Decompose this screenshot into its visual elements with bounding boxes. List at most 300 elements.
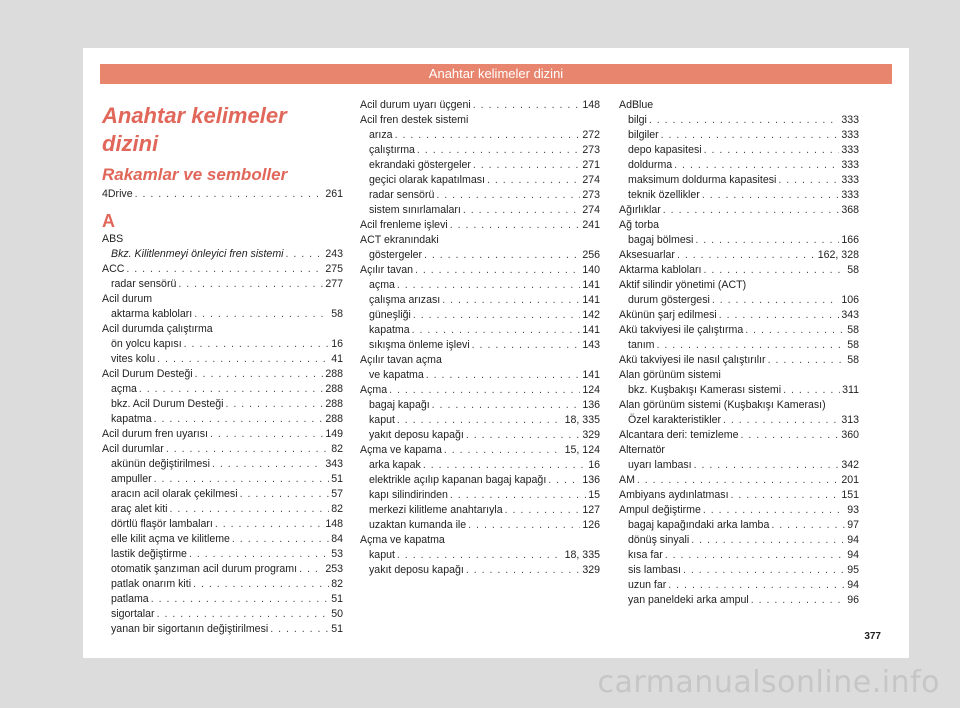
index-entry (360, 293, 600, 308)
document-page (83, 48, 909, 658)
index-entry (102, 442, 343, 457)
index-entry (360, 458, 600, 473)
index-page-ref: 277 (325, 278, 343, 290)
leader-dots (704, 143, 840, 158)
index-term: uyarı lambası (628, 459, 692, 471)
index-entry (102, 352, 343, 367)
leader-dots (442, 293, 580, 308)
index-entry (102, 487, 343, 502)
index-term: geçici olarak kapatılması (369, 174, 485, 186)
leader-dots (240, 487, 330, 502)
index-entry (619, 458, 859, 473)
leader-dots (135, 187, 324, 202)
index-term: aktarma kabloları (111, 308, 193, 320)
index-term: Özel karakteristikler (628, 414, 722, 426)
leader-dots (151, 592, 330, 607)
index-term: kaput (369, 414, 395, 426)
index-entry (619, 593, 859, 608)
index-term: Aktarma kabloları (619, 264, 702, 276)
index-term: Acil durum uyarı üçgeni (360, 99, 471, 111)
index-page-ref: 343 (841, 309, 859, 321)
index-entry (102, 532, 343, 547)
index-entry (360, 113, 600, 128)
index-term: ve kapatma (369, 369, 424, 381)
index-page-ref: 142 (582, 309, 600, 321)
index-page-ref: 342 (841, 459, 859, 471)
leader-dots (126, 262, 323, 277)
index-page-ref: 313 (841, 414, 859, 426)
header-title: Anahtar kelimeler dizini (428, 66, 564, 81)
leader-dots (719, 308, 840, 323)
index-entry (360, 428, 600, 443)
index-entry (360, 353, 600, 368)
index-term: Alan görünüm sistemi (619, 369, 721, 381)
index-page-ref: 57 (331, 488, 343, 500)
index-entry (102, 622, 343, 637)
leader-dots (663, 203, 840, 218)
index-page-ref: 136 (582, 399, 600, 411)
index-entry (102, 382, 343, 397)
index-entry (619, 563, 859, 578)
leader-dots (691, 533, 845, 548)
index-term: 4Drive (102, 188, 133, 200)
index-page-ref: 124 (582, 384, 600, 396)
index-page-ref: 343 (325, 458, 343, 470)
index-term: Acil durumlar (102, 443, 164, 455)
index-entry (102, 292, 343, 307)
index-term: durum göstergesi (628, 294, 710, 306)
index-page-ref: 333 (841, 189, 859, 201)
index-term: sistem sınırlamaları (369, 204, 461, 216)
leader-dots (731, 488, 840, 503)
index-entry (360, 188, 600, 203)
leader-dots (395, 128, 581, 143)
index-entry (360, 128, 600, 143)
leader-dots (657, 338, 846, 353)
leader-dots (157, 607, 330, 622)
index-list-col3 (619, 98, 859, 608)
index-entry (619, 248, 859, 263)
index-page-ref: 126 (582, 519, 600, 531)
index-entry (619, 488, 859, 503)
index-page-ref: 201 (841, 474, 859, 486)
index-term: arıza (369, 129, 393, 141)
leader-dots (694, 458, 840, 473)
leader-dots (674, 158, 839, 173)
index-term: bkz. Acil Durum Desteği (111, 398, 224, 410)
index-entry (360, 143, 600, 158)
index-entry (360, 263, 600, 278)
leader-dots (768, 353, 846, 368)
index-term: maksimum doldurma kapasitesi (628, 174, 777, 186)
index-page-ref: 288 (325, 383, 343, 395)
index-page-ref: 96 (847, 594, 859, 606)
index-term: AM (619, 474, 635, 486)
leader-dots (232, 532, 329, 547)
index-page-ref: 18, 335 (564, 414, 600, 426)
index-term: Acil durum fren uyarısı (102, 428, 208, 440)
index-entry (102, 427, 343, 442)
index-term: Açma ve kapama (360, 444, 442, 456)
index-entry (619, 128, 859, 143)
leader-dots (668, 578, 845, 593)
index-entry (360, 473, 600, 488)
index-entry (619, 188, 859, 203)
index-term: bkz. Kuşbakışı Kamerası sistemi (628, 384, 782, 396)
index-page-ref: 50 (331, 608, 343, 620)
index-entry (102, 547, 343, 562)
index-page-ref: 333 (841, 114, 859, 126)
index-entry (102, 562, 343, 577)
index-page-ref: 93 (847, 504, 859, 516)
index-entry (102, 592, 343, 607)
index-page-ref: 127 (582, 504, 600, 516)
index-page-ref: 241 (582, 219, 600, 231)
index-entry (360, 173, 600, 188)
leader-dots (432, 398, 581, 413)
index-term: yanan bir sigortanın değiştirilmesi (111, 623, 269, 635)
leader-dots (154, 472, 330, 487)
index-entry (360, 488, 600, 503)
leader-dots (194, 307, 329, 322)
index-page-ref: 15 (588, 489, 600, 501)
index-entry (619, 143, 859, 158)
leader-dots (450, 488, 586, 503)
index-entry (619, 368, 859, 383)
index-list-a (102, 232, 343, 637)
leader-dots (139, 382, 323, 397)
index-term: Acil Durum Desteği (102, 368, 193, 380)
index-term: lastik değiştirme (111, 548, 187, 560)
index-entry (360, 503, 600, 518)
leader-dots (412, 323, 581, 338)
index-term: Akü takviyesi ile çalıştırma (619, 324, 744, 336)
index-term: Ambiyans aydınlatması (619, 489, 729, 501)
leader-dots (417, 143, 580, 158)
index-column-3 (619, 98, 859, 608)
index-page-ref: 141 (582, 369, 600, 381)
leader-dots (703, 263, 845, 278)
index-entry (360, 338, 600, 353)
index-entry (619, 428, 859, 443)
index-term: bilgiler (628, 129, 659, 141)
index-page-ref: 311 (842, 384, 859, 396)
index-entry (102, 322, 343, 337)
index-page-ref: 271 (582, 159, 600, 171)
leader-dots (751, 593, 845, 608)
index-column-1 (102, 98, 343, 637)
index-page-ref: 82 (331, 578, 343, 590)
index-page-ref: 58 (331, 308, 343, 320)
index-term: ampuller (111, 473, 152, 485)
index-entry (102, 232, 343, 247)
leader-dots (466, 428, 580, 443)
index-page-ref: 360 (841, 429, 859, 441)
index-entry (619, 158, 859, 173)
index-page-ref: 18, 335 (564, 549, 600, 561)
leader-dots (683, 563, 845, 578)
main-title: Anahtar kelimeler dizini (102, 103, 287, 156)
leader-dots (413, 308, 580, 323)
index-page-ref: 148 (582, 99, 600, 111)
index-term: tanım (628, 339, 655, 351)
leader-dots (415, 263, 580, 278)
index-entry (360, 443, 600, 458)
index-list-col2 (360, 98, 600, 578)
index-entry (360, 413, 600, 428)
index-term: akünün değiştirilmesi (111, 458, 210, 470)
index-page-ref: 94 (847, 549, 859, 561)
index-entry (360, 218, 600, 233)
leader-dots (771, 518, 845, 533)
leader-dots (270, 622, 329, 637)
index-entry (619, 308, 859, 323)
index-page-ref: 97 (847, 519, 859, 531)
index-term: Açma ve kapatma (360, 534, 445, 546)
index-term: yakıt deposu kapağı (369, 429, 464, 441)
leader-dots (487, 173, 580, 188)
index-term: çalıştırma (369, 144, 415, 156)
index-entry (360, 518, 600, 533)
leader-dots (426, 368, 581, 383)
leader-dots (184, 337, 330, 352)
leader-dots (286, 247, 324, 262)
index-entry (102, 277, 343, 292)
leader-dots (424, 248, 580, 263)
index-page-ref: 58 (847, 324, 859, 336)
section-letter-a: A (102, 211, 115, 231)
index-entry (619, 383, 859, 398)
index-term: Acil durum (102, 293, 153, 305)
index-page-ref: 84 (331, 533, 343, 545)
index-term: ABS (102, 233, 124, 245)
index-entry (102, 472, 343, 487)
leader-dots (193, 577, 329, 592)
leader-dots (741, 428, 840, 443)
index-term: ekrandaki göstergeler (369, 159, 471, 171)
index-entry (619, 113, 859, 128)
index-entry (102, 577, 343, 592)
index-term: göstergeler (369, 249, 422, 261)
index-entry (102, 517, 343, 532)
index-entry (619, 233, 859, 248)
leader-dots (444, 443, 563, 458)
index-page-ref: 58 (847, 354, 859, 366)
index-entry (360, 158, 600, 173)
index-term: Açılır tavan (360, 264, 413, 276)
index-entry (619, 533, 859, 548)
index-entry (619, 203, 859, 218)
index-term: Bkz. Kilitlenmeyi önleyici fren sistemi (111, 248, 284, 260)
index-entry (619, 548, 859, 563)
index-term: Akü takviyesi ile nasıl çalıştırılır (619, 354, 766, 366)
leader-dots (712, 293, 839, 308)
index-entry (619, 353, 859, 368)
index-term: elektrikle açılıp kapanan bagaj kapağı (369, 474, 547, 486)
section-title-numbers: Rakamlar ve semboller (102, 165, 288, 184)
leader-dots (783, 383, 840, 398)
index-page-ref: 94 (847, 579, 859, 591)
index-page-ref: 16 (331, 338, 343, 350)
index-page-ref: 51 (331, 473, 343, 485)
index-term: bagaj kapağındaki arka lamba (628, 519, 770, 531)
index-entry (360, 98, 600, 113)
index-page-ref: 333 (841, 144, 859, 156)
index-term: depo kapasitesi (628, 144, 702, 156)
index-page-ref: 329 (582, 564, 600, 576)
index-term: çalışma arızası (369, 294, 441, 306)
index-term: Açma (360, 384, 388, 396)
leader-dots (170, 502, 330, 517)
leader-dots (178, 277, 323, 292)
leader-dots (702, 188, 839, 203)
index-page-ref: 333 (841, 129, 859, 141)
leader-dots (215, 517, 323, 532)
index-page-ref: 274 (582, 204, 600, 216)
leader-dots (466, 563, 580, 578)
leader-dots (225, 397, 323, 412)
leader-dots (473, 158, 580, 173)
index-entry (102, 607, 343, 622)
index-term: dönüş sinyali (628, 534, 690, 546)
index-term: AdBlue (619, 99, 654, 111)
index-entry (102, 502, 343, 517)
page-number: 377 (864, 631, 881, 642)
index-entry (360, 278, 600, 293)
index-entry (360, 533, 600, 548)
leader-dots (436, 188, 580, 203)
index-page-ref: 275 (325, 263, 343, 275)
index-term: Ampul değiştirme (619, 504, 701, 516)
index-term: patlak onarım kiti (111, 578, 192, 590)
index-entry (619, 173, 859, 188)
leader-dots (154, 412, 324, 427)
leader-dots (695, 233, 839, 248)
index-term: Ağırlıklar (619, 204, 661, 216)
leader-dots (157, 352, 329, 367)
index-term: açma (111, 383, 137, 395)
index-page-ref: 143 (582, 339, 600, 351)
index-entry (102, 247, 343, 262)
index-term: ACC (102, 263, 125, 275)
index-page-ref: 16 (588, 459, 600, 471)
index-page-ref: 368 (841, 204, 859, 216)
leader-dots (661, 128, 840, 143)
index-term: uzun far (628, 579, 667, 591)
index-page-ref: 41 (331, 353, 343, 365)
index-list-numbers (102, 187, 343, 202)
index-page-ref: 333 (841, 174, 859, 186)
index-entry (102, 262, 343, 277)
index-term: Acil frenleme işlevi (360, 219, 448, 231)
leader-dots (389, 383, 580, 398)
index-page-ref: 15, 124 (564, 444, 600, 456)
index-page-ref: 162, 328 (817, 249, 859, 261)
index-term: aracın acil olarak çekilmesi (111, 488, 238, 500)
index-page-ref: 253 (325, 563, 343, 575)
index-term: uzaktan kumanda ile (369, 519, 467, 531)
index-page-ref: 58 (847, 264, 859, 276)
index-term: Aksesuarlar (619, 249, 675, 261)
index-term: dörtlü flaşör lambaları (111, 518, 213, 530)
leader-dots (397, 413, 563, 428)
leader-dots (463, 203, 580, 218)
index-page-ref: 51 (331, 623, 343, 635)
leader-dots (473, 98, 581, 113)
index-entry (619, 293, 859, 308)
index-page-ref: 151 (841, 489, 859, 501)
index-page-ref: 82 (331, 443, 343, 455)
leader-dots (472, 338, 581, 353)
index-entry (360, 383, 600, 398)
index-entry (619, 98, 859, 113)
index-page-ref: 106 (841, 294, 859, 306)
index-entry (360, 548, 600, 563)
index-entry (102, 337, 343, 352)
index-term: bilgi (628, 114, 647, 126)
index-page-ref: 288 (325, 398, 343, 410)
leader-dots (299, 562, 323, 577)
index-term: ACT ekranındaki (360, 234, 439, 246)
leader-dots (195, 367, 324, 382)
index-entry (619, 263, 859, 278)
index-page-ref: 149 (325, 428, 343, 440)
index-term: kapı silindirinden (369, 489, 448, 501)
index-page-ref: 272 (582, 129, 600, 141)
index-page-ref: 140 (582, 264, 600, 276)
leader-dots (649, 113, 839, 128)
index-entry (360, 323, 600, 338)
index-term: kapatma (369, 324, 410, 336)
index-page-ref: 288 (325, 413, 343, 425)
index-page-ref: 136 (582, 474, 600, 486)
index-entry (619, 278, 859, 293)
index-entry (360, 368, 600, 383)
leader-dots (703, 503, 845, 518)
leader-dots (548, 473, 580, 488)
leader-dots (505, 503, 581, 518)
index-term: yan paneldeki arka ampul (628, 594, 749, 606)
leader-dots (723, 413, 839, 428)
index-entry (619, 473, 859, 488)
index-entry (619, 443, 859, 458)
index-page-ref: 243 (325, 248, 343, 260)
index-page-ref: 273 (582, 189, 600, 201)
index-page-ref: 51 (331, 593, 343, 605)
index-term: kaput (369, 549, 395, 561)
leader-dots (166, 442, 329, 457)
index-page-ref: 141 (582, 294, 600, 306)
index-term: Alan görünüm sistemi (Kuşbakışı Kamerası) (619, 399, 826, 411)
index-term: kısa far (628, 549, 663, 561)
index-term: arka kapak (369, 459, 421, 471)
leader-dots (189, 547, 329, 562)
index-term: sıkışma önleme işlevi (369, 339, 470, 351)
leader-dots (468, 518, 580, 533)
index-term: kapatma (111, 413, 152, 425)
index-entry (619, 413, 859, 428)
index-page-ref: 53 (331, 548, 343, 560)
leader-dots (637, 473, 839, 488)
index-page-ref: 329 (582, 429, 600, 441)
leader-dots (397, 278, 580, 293)
leader-dots (423, 458, 586, 473)
watermark: carmanualsonline.info (597, 665, 940, 700)
index-page-ref: 141 (582, 324, 600, 336)
index-term: Ağ torba (619, 219, 660, 231)
index-entry (102, 397, 343, 412)
index-term: Aktif silindir yönetimi (ACT) (619, 279, 747, 291)
